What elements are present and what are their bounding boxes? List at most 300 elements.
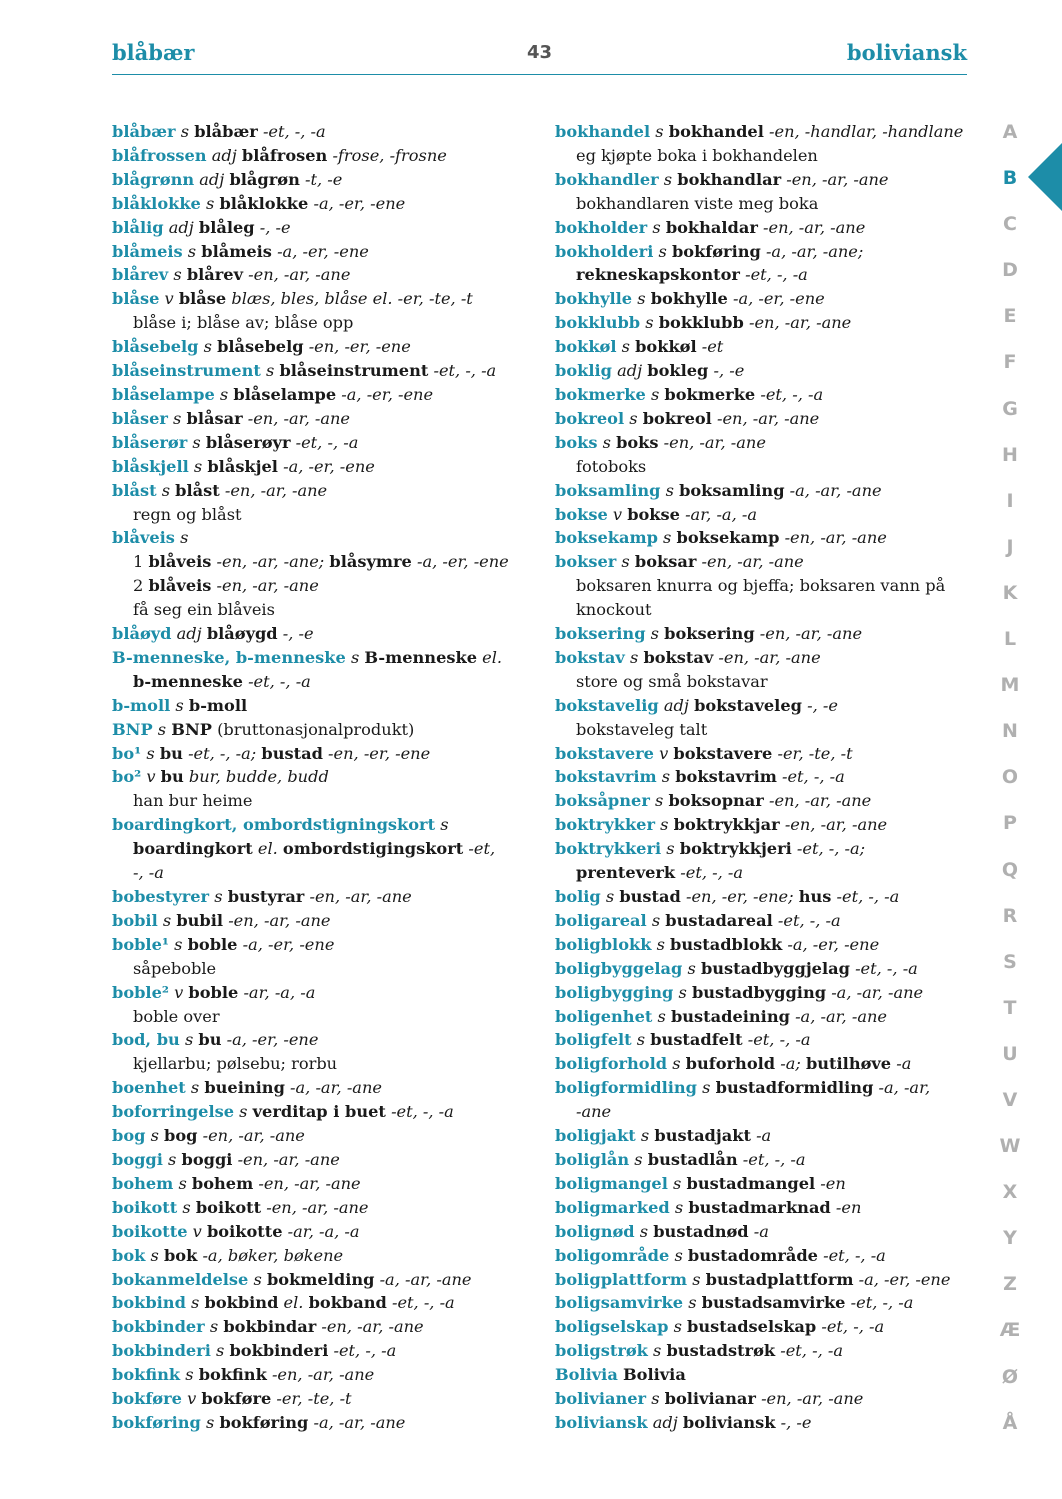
translation: boliviansk [682,1412,776,1432]
translation: bustadmangel [686,1173,816,1193]
translation: bokmelding [266,1269,375,1289]
part-of-speech: s [667,1173,687,1193]
headword: boble² [112,982,169,1002]
dictionary-entry [112,1339,542,1363]
part-of-speech: s [168,934,188,954]
headword: boligblokk [555,934,652,954]
dictionary-entry [112,1196,542,1220]
alphabet-letter-23: W [999,1135,1021,1158]
part-of-speech: s [655,815,674,835]
headword: boksekamp [555,528,658,548]
part-of-speech: s [187,432,206,452]
part-of-speech: s [173,1173,192,1193]
headword: boligbygging [555,982,674,1002]
dictionary-entry [112,1172,542,1196]
alphabet-letter-29: Å [1002,1411,1018,1434]
headword: bokfink [112,1365,181,1385]
inflection: -en, -ar, -ane [253,1173,361,1193]
part-of-speech: s [170,695,189,715]
alphabet-letter-6: F [1003,351,1017,374]
dictionary-entry [555,1339,985,1363]
dictionary-entry [555,981,985,1005]
dictionary-entry [555,407,985,431]
dictionary-entry [112,933,542,957]
inflection: -en, -ar, -ane [242,408,351,428]
part-of-speech: adj [658,695,695,715]
translation: blåveis [148,552,212,572]
entry-continuation-line [112,1005,542,1029]
alphabet-thumb-index [995,118,1025,1455]
headword: bokreol [555,408,625,428]
inflection: -et, -, -a [428,361,497,381]
alphabet-letter-5: E [1003,305,1017,328]
part-of-speech: s [668,1317,688,1337]
inflection: -en, -ar, -ane [219,480,328,500]
headword: blåbær [112,122,176,141]
translation: butilhøve [805,1054,892,1074]
headword: bokbinder [112,1317,205,1337]
dictionary-entry [555,1411,985,1435]
alphabet-letter-24: X [1002,1181,1018,1204]
inflection: -a [748,1221,769,1241]
inflection: -et, -, -a [257,122,326,141]
dictionary-entry [555,168,985,192]
headword: bokklubb [555,313,641,333]
dictionary-entry [555,1244,985,1268]
dictionary-entry [555,120,985,144]
part-of-speech: adj [163,217,199,237]
dictionary-entry [555,789,985,813]
dictionary-entry [555,240,985,264]
inflection: -et, -, -a [775,1341,843,1361]
alphabet-letter-17: Q [1001,858,1019,881]
dictionary-entry [555,550,985,574]
translation: blåskjel [207,456,278,476]
part-of-speech: s [682,958,701,978]
headword: boggi [112,1149,163,1169]
alphabet-letter-8: H [1002,443,1018,466]
inflection: -a, -er, -ene [271,241,369,261]
dictionary-entry [555,1148,985,1172]
headword: boligjakt [555,1126,636,1146]
example-text: såpeboble [133,958,217,978]
translation: bubil [176,910,224,930]
entry-continuation-line [112,598,542,622]
inflection: -, -e [277,624,314,644]
dictionary-entry [112,526,542,550]
inflection: -en, -ar, -ane; [211,552,330,572]
dictionary-entry [112,455,542,479]
translation: boggi [181,1149,233,1169]
inflection: -t, -e [299,169,343,189]
part-of-speech: s [673,982,692,1002]
example-text: få seg ein blåveis [133,600,275,620]
inflection: -a, -ar, -ane [789,1006,887,1026]
translation: bokfink [198,1365,267,1385]
entry-continuation-line [112,503,542,527]
translation: bokkøl [635,337,697,357]
inflection: -a, bøker, bøkene [197,1245,344,1265]
headword: boligmarked [555,1197,670,1217]
headword: b-moll [112,695,171,715]
inflection: -, -e [775,1412,812,1432]
translation: boble [187,934,238,954]
translation: boks [616,432,659,452]
inflection: -en, -er, -ene; [680,887,799,906]
inflection: bur, budde, budd [183,767,329,787]
part-of-speech: v [181,1389,202,1409]
entry-continuation-line [555,263,985,287]
translation: bu [160,767,184,787]
translation: Bolivia [622,1365,686,1385]
dictionary-entry [112,909,542,933]
part-of-speech: v [168,982,189,1002]
part-of-speech: adj [206,145,242,165]
example-text: bokstaveleg talt [576,719,708,739]
dictionary-entry [555,1315,985,1339]
translation: bustadstrøk [666,1341,776,1361]
inflection: el. [278,1293,309,1313]
alphabet-letter-26: Z [1003,1273,1017,1296]
alphabet-letter-28: Ø [1001,1365,1019,1388]
entry-continuation-line [555,718,985,742]
dictionary-entry [555,694,985,718]
translation: bokhandlar [677,169,782,189]
headword: bokanmeldelse [112,1269,249,1289]
translation: blåst [175,480,220,500]
dictionary-entry [555,1363,985,1387]
dictionary-entry [112,813,542,837]
headword: bobil [112,910,158,930]
inflection: -et, -, -a [739,265,808,285]
alphabet-letter-18: R [1002,904,1018,927]
part-of-speech: s [645,624,665,644]
translation: blåsar [186,408,243,428]
headword: boktrykker [555,815,656,835]
headword: bok [112,1245,146,1265]
headword: bokhylle [555,289,633,309]
inflection: -, -e [254,217,291,237]
entry-continuation-line [112,861,542,885]
entry-continuation-line [555,670,985,694]
translation: blåøygd [206,624,278,644]
translation: bokhylle [650,289,728,309]
part-of-speech: s [645,384,665,404]
active-letter-tab-marker [1028,143,1062,211]
headword: bokkøl [555,337,617,357]
dictionary-entry [555,287,985,311]
translation: bustadblokk [670,934,783,954]
dictionary-entry [112,1076,542,1100]
inflection: -et [696,337,724,357]
inflection: -en, -ar, -ane [713,647,821,667]
translation: bok [163,1245,198,1265]
headword: boktrykkeri [555,839,662,859]
dictionary-entry [112,407,542,431]
part-of-speech: s [652,1006,671,1026]
translation: bustadformidling [715,1078,874,1098]
inflection: -a, -er, -ene [277,456,375,476]
inflection: -er, -te, -t [772,743,853,763]
inflection: -en, -er, -ene [322,743,431,763]
headword: blåmeis [112,241,183,261]
headword: bolig [555,887,601,906]
part-of-speech: s [683,1293,702,1313]
inflection: -en, -ar, -ane [779,815,888,835]
headword: bokmerke [555,384,646,404]
part-of-speech: s [667,1054,686,1074]
part-of-speech: s [435,815,449,835]
alphabet-letter-16: P [1003,812,1017,835]
headword: boligformidling [555,1078,698,1098]
inflection: -et, -, -a; [791,839,866,859]
alphabet-letter-25: Y [1003,1227,1017,1250]
right-column [555,120,985,1435]
inflection: -en, -ar, -ane [232,1149,340,1169]
last-guide-word: boliviansk [846,40,967,65]
inflection: -en, -ar, -ane [658,432,766,452]
part-of-speech: s [168,265,187,285]
translation: boikott [195,1197,262,1217]
part-of-speech: s [657,528,677,548]
dictionary-entry [555,957,985,981]
inflection: -a, -ar, -ane; [760,241,864,261]
alphabet-letter-20: T [1003,996,1017,1019]
translation: bolivianar [664,1389,756,1409]
headword: boligsamvirke [555,1293,684,1313]
headword: BNP [112,719,153,739]
dictionary-entry [112,359,542,383]
inflection: -en [830,1197,862,1217]
dictionary-entry [555,742,985,766]
headword: bokstavelig [555,695,659,715]
dictionary-entry [112,240,542,264]
translation: bokbindar [223,1317,317,1337]
part-of-speech: s [631,1030,651,1050]
headword: bog [112,1126,146,1146]
inflection: -a, -er, -ene [237,934,335,954]
dictionary-entry [112,765,542,789]
headword: blåfrossen [112,145,207,165]
translation: bustadmarknad [688,1197,831,1217]
dictionary-entry [555,1268,985,1292]
inflection: -et, -, -a [776,767,845,787]
part-of-speech: s [156,480,176,500]
inflection: -et, -, -a [737,1149,806,1169]
headword: blåseinstrument [112,361,261,381]
dictionary-entry [112,431,542,455]
headword: boikotte [112,1221,188,1241]
headword: boligareal [555,910,647,930]
alphabet-letter-13: M [1000,674,1020,697]
alphabet-letter-14: N [1002,720,1018,743]
dictionary-entry [555,1387,985,1411]
example-text: knockout [576,600,652,620]
part-of-speech: s [640,313,659,333]
dictionary-entry [112,192,542,216]
translation: bu [198,1030,222,1050]
alphabet-letter-9: I [1006,489,1014,512]
alphabet-letter-21: U [1002,1042,1018,1065]
translation: BNP [171,719,212,739]
dictionary-entry [112,383,542,407]
dictionary-entry [112,622,542,646]
inflection: -en, -ar, -ane [304,887,412,906]
part-of-speech: s [188,456,208,476]
inflection: -a, -er, -ene [853,1269,951,1289]
headword: boksåpner [555,791,650,811]
part-of-speech: s [167,408,187,428]
translation: bokband [308,1293,387,1313]
dictionary-entry [112,742,542,766]
inflection: -en, -ar, -ane [223,910,331,930]
part-of-speech: s [214,384,234,404]
translation: bokstavrim [675,767,777,787]
entry-continuation-line [112,789,542,813]
translation: boardingkort [133,839,253,859]
part-of-speech: s [185,1078,205,1098]
part-of-speech: adj [171,624,207,644]
dictionary-entry [112,1220,542,1244]
inflection: -a, -er, -ene [411,552,509,572]
headword: blåklokke [112,193,201,213]
part-of-speech: s [210,1341,230,1361]
dictionary-entry [112,1124,542,1148]
inflection: -, -a [133,863,164,883]
part-of-speech: adj [194,169,230,189]
inflection: -en, -ar, -ane [211,576,319,596]
translation: bustad [619,887,681,906]
dictionary-entry [112,1363,542,1387]
part-of-speech: s [629,1149,648,1169]
headword: blårev [112,265,169,285]
part-of-speech: s [661,839,680,859]
dictionary-entry [112,144,542,168]
example-text: han bur heime [133,791,253,811]
dictionary-entry [112,694,542,718]
example-text: fotoboks [576,456,647,476]
inflection: -ar, -a, -a [238,982,316,1002]
part-of-speech: s [687,1269,706,1289]
inflection: -a; [775,1054,806,1074]
inflection: -a, -ar, -ane [826,982,924,1002]
headword: boligforhold [555,1054,668,1074]
headword: boligfelt [555,1030,632,1050]
entry-continuation-line [112,550,542,574]
part-of-speech: s [209,887,228,906]
inflection: -a, -ar, -ane [374,1269,472,1289]
headword: B-menneske, b-menneske [112,647,346,667]
headword: bokholderi [555,241,654,261]
part-of-speech: s [234,1102,253,1122]
headword: boliglån [555,1149,630,1169]
part-of-speech: s [651,934,671,954]
part-of-speech: s [669,1245,688,1265]
headword: bohem [112,1173,174,1193]
headword: blåskjell [112,456,189,476]
entry-continuation-line [555,598,985,622]
translation: bustadsamvirke [701,1293,846,1313]
alphabet-letter-2: B [1002,167,1018,190]
headword: bokbinderi [112,1341,211,1361]
headword: boardingkort, ombordstigningskort [112,815,436,835]
dictionary-entry [112,216,542,240]
part-of-speech: s [345,647,365,667]
part-of-speech: s [182,241,202,261]
headword: boliviansk [555,1412,648,1432]
dictionary-entry [555,885,985,909]
dictionary-entry [555,813,985,837]
translation: bohem [191,1173,254,1193]
inflection: -et, -, -a [849,958,918,978]
part-of-speech: v [607,504,628,524]
translation: bokføring [219,1412,309,1432]
example-text: bokhandlaren viste meg boka [576,193,819,213]
part-of-speech: s [179,1030,199,1050]
dictionary-entry [555,646,985,670]
dictionary-entry [555,1028,985,1052]
translation: bokleg [647,361,709,381]
entry-continuation-line [112,837,542,861]
part-of-speech: s [647,217,666,237]
translation: boikotte [206,1221,283,1241]
headword: boksering [555,624,646,644]
part-of-speech: s [660,480,680,500]
headword: bokføre [112,1389,182,1409]
inflection: -et, -, -a [290,432,359,452]
headword: boklig [555,361,612,381]
part-of-speech: s [624,408,643,428]
translation: bustadbyggjelag [700,958,850,978]
running-header [112,40,967,70]
translation: bokbinderi [229,1341,329,1361]
dictionary-entry [555,503,985,527]
part-of-speech: s [177,1197,196,1217]
alphabet-letter-11: K [1002,581,1018,604]
part-of-speech: s [145,1245,164,1265]
translation: bustadselskap [687,1317,817,1337]
part-of-speech: s [157,910,177,930]
headword: boligstrøk [555,1341,648,1361]
inflection: -en, -ar, -ane [779,528,887,548]
headword: bolivianer [555,1389,647,1409]
translation: bokstav [643,647,714,667]
headword: bokholder [555,217,648,237]
part-of-speech: s [162,1149,182,1169]
headword: bokhandel [555,122,651,141]
headword: Bolivia [555,1365,618,1385]
dictionary-entry [555,1220,985,1244]
part-of-speech: s [650,122,669,141]
dictionary-entry [555,335,985,359]
headword: blålig [112,217,164,237]
dictionary-entry [112,1100,542,1124]
inflection: -, -e [708,361,745,381]
inflection: -et, -, -a [675,863,744,883]
inflection: -en, -er, -ene [303,337,411,357]
translation: bokreol [642,408,712,428]
inflection: -a, -ar, -ane [784,480,882,500]
part-of-speech: s [647,1341,667,1361]
dictionary-entry [112,1148,542,1172]
inflection: -et, -, -a [831,887,900,906]
entry-continuation-line [555,455,985,479]
translation: bustadjakt [654,1126,751,1146]
translation: b-moll [188,695,248,715]
translation: blåserøyr [205,432,291,452]
inflection: -en, -ar, -ane [266,1365,375,1385]
translation: blåseinstrument [279,361,429,381]
